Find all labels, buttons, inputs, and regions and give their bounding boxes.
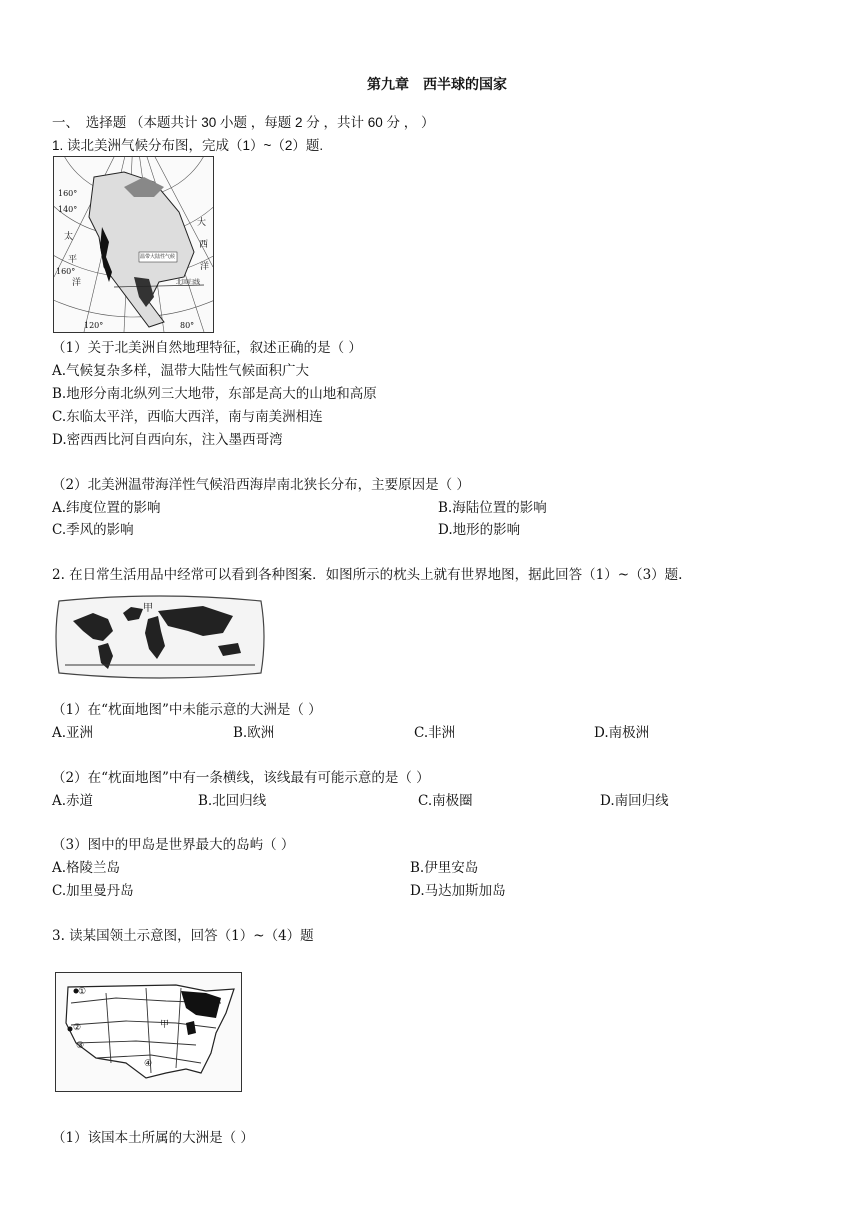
section-heading: 一、 选择题 （本题共计 30 小题 ，每题 2 分 ，共计 60 分 ， ） — [52, 115, 435, 130]
q2-sub2-option-d[interactable]: D.南回归线 — [600, 793, 669, 809]
map-label: 140° — [58, 205, 78, 214]
doc-title: 第九章 西半球的国家 — [367, 76, 507, 92]
q2-sub1-option-c[interactable]: C.非洲 — [414, 725, 456, 741]
territory-map-label: ① — [78, 987, 87, 997]
q3-sub1-stem: （1）该国本土所属的大洲是（ ） — [52, 1130, 254, 1146]
q2-sub1-option-b[interactable]: B.欧洲 — [233, 725, 275, 741]
q1-sub2-option-a[interactable]: A.纬度位置的影响 — [52, 500, 161, 516]
q1-stem: 1. 读北美洲气候分布图，完成（1）~（2）题. — [52, 138, 324, 153]
territory-map-label: ③ — [76, 1041, 85, 1051]
map-label: 洋 — [72, 278, 82, 288]
map-label: 北回归线 — [176, 279, 201, 286]
q2-sub3-option-c[interactable]: C.加里曼丹岛 — [52, 883, 134, 899]
q2-sub3-option-d[interactable]: D.马达加斯加岛 — [410, 883, 506, 899]
map-label: 西 — [199, 240, 209, 250]
map-label: 太 — [64, 232, 74, 242]
q2-sub1-stem: （1）在“枕面地图”中未能示意的大洲是（ ） — [52, 702, 322, 718]
country-territory-map — [55, 972, 242, 1092]
q1-sub2-option-c[interactable]: C.季风的影响 — [52, 522, 134, 538]
q1-sub1-option-b[interactable]: B.地形分南北纵列三大地带，东部是高大的山地和高原 — [52, 386, 377, 402]
territory-map-label: ④ — [144, 1059, 153, 1069]
map-label: 温带大陆性气候 — [140, 254, 176, 260]
pillow-world-map — [53, 591, 267, 683]
q2-sub3-stem: （3）图中的甲岛是世界最大的岛屿（ ） — [52, 837, 295, 853]
q1-sub1-option-d[interactable]: D.密西西比河自西向东，注入墨西哥湾 — [52, 432, 283, 448]
pillow-map-label: 甲 — [143, 603, 153, 614]
map-label: 160° — [58, 189, 78, 198]
q2-sub1-option-d[interactable]: D.南极洲 — [594, 725, 650, 741]
territory-map-label: ② — [73, 1023, 82, 1033]
north-america-climate-map — [53, 156, 214, 333]
q1-sub1-option-c[interactable]: C.东临太平洋，西临大西洋，南与南美洲相连 — [52, 409, 323, 425]
territory-map-label: 甲 — [160, 1020, 170, 1030]
q2-sub2-stem: （2）在“枕面地图”中有一条横线，该线最有可能示意的是（ ） — [52, 770, 430, 786]
q3-stem: 3. 读某国领土示意图，回答（1）~（4）题 — [52, 928, 314, 944]
q2-sub2-option-c[interactable]: C.南极圈 — [418, 793, 473, 809]
q2-sub2-option-b[interactable]: B.北回归线 — [198, 793, 267, 809]
map-graphic — [54, 157, 213, 332]
q1-sub2-stem: （2）北美洲温带海洋性气候沿西海岸南北狭长分布，主要原因是（ ） — [52, 477, 470, 493]
q2-stem: 2. 在日常生活用品中经常可以看到各种图案．如图所示的枕头上就有世界地图，据此回答（1）~（3）题. — [52, 567, 683, 583]
map-label: 160° — [56, 267, 76, 276]
map-label: 洋 — [200, 262, 210, 272]
map-label: 平 — [68, 255, 78, 265]
q2-sub1-option-a[interactable]: A.亚洲 — [52, 725, 94, 741]
map-label: 120° — [84, 321, 104, 330]
q1-sub2-option-d[interactable]: D.地形的影响 — [438, 522, 521, 538]
q1-sub1-stem: （1）关于北美洲自然地理特征，叙述正确的是（ ） — [52, 340, 362, 356]
pillow-graphic — [53, 591, 267, 683]
q2-sub3-option-a[interactable]: A.格陵兰岛 — [52, 860, 121, 876]
q1-sub1-option-a[interactable]: A.气候复杂多样，温带大陆性气候面积广大 — [52, 363, 310, 379]
q2-sub2-option-a[interactable]: A.赤道 — [52, 793, 94, 809]
map-label: 80° — [180, 321, 195, 330]
map-label: 大 — [197, 218, 207, 228]
q1-sub2-option-b[interactable]: B.海陆位置的影响 — [438, 500, 547, 516]
q2-sub3-option-b[interactable]: B.伊里安岛 — [410, 860, 479, 876]
